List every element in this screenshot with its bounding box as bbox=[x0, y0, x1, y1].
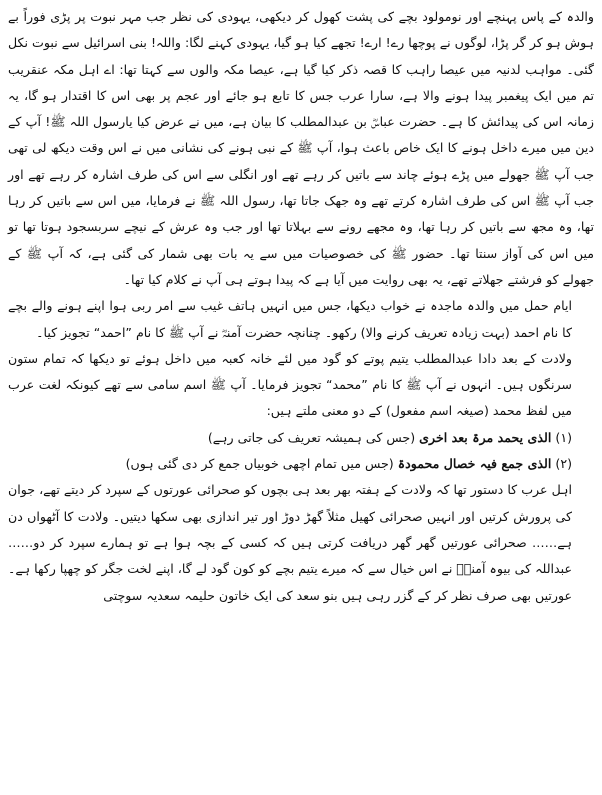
list-marker: (۱) bbox=[555, 429, 572, 445]
urdu-gloss: (جس میں تمام اچھی خوبیاں جمع کر دی گئی ہوں) bbox=[125, 456, 394, 472]
list-item-2 bbox=[8, 451, 594, 477]
paragraph-2: ایام حمل میں والدہ ماجدہ نے خواب دیکھا، جس میں انہیں ہاتف غیب سے امر ربی ہوا اپنے ہونے والے بچے کا نام احمد (بہت زیادہ تعریف کرنے والا) رکھو۔ چنانچہ حضرت آمنہؓ نے آپ ﷺ کا نام ”احمد“ تجویز کیا۔ bbox=[8, 298, 572, 340]
arabic-phrase: الذی جمع فیہ خصال محمودۃ bbox=[397, 456, 552, 472]
arabic-phrase: الذی یحمد مرۃ بعد اخری bbox=[419, 429, 552, 445]
list-marker: (۲) bbox=[555, 456, 572, 472]
paragraph-1: والدہ کے پاس پہنچے اور نومولود بچے کی پشت کھول کر دیکھی، یہودی کی نظر جب مہر نبوت پر پڑی فوراً بے ہوش ہو کر گر پڑا، لوگوں نے پوچھا رے! ارے! تجھے کیا ہو گیا، یہودی کہنے لگا: واللہ! بنی اسرائیل سے نبوت نکل گئی۔ مواہب لدنیہ میں عیصا راہب کا قصہ ذکر کیا گیا ہے، عیصا مکہ والوں سے کہتا تھا: اے اہل مکہ عنقریب تم میں ایک پیغمبر پیدا ہونے والا ہے، سارا عرب جس کا تابع ہو جائے اور عجم پر بھی اس کا اقتدار ہو گا، یہ زمانہ اس کی پیدائش کا ہے۔ حضرت عباسؓ بن عبدالمطلب کا بیان ہے، میں نے عرض کیا یارسول اللہ ﷺ! آپ کے دین میں میرے داخل ہونے کا ایک خاص باعث ہوا، آپ ﷺ کے نبی ہونے کی نشانی میں نے اس وقت دیکھ لی تھی جب آپ ﷺ جھولے میں پڑے ہوئے چاند سے باتیں کر رہے تھے اور انگلی سے اس کی طرف اشارہ کر رہے تھے اور جب آپ ﷺ اس کی طرف اشارہ کرتے تھے وہ جھک جاتا تھا، رسول اللہ ﷺ نے فرمایا، میں اس سے باتیں کر رہا تھا، وہ مجھ سے باتیں کر رہا تھا، وہ مجھے رونے سے بہلاتا تھا اور جب وہ عرش کے نیچے سربسجود ہوتا تھا تو میں اس کی آواز سنتا تھا۔ حضور ﷺ کی خصوصیات میں سے یہ بات بھی شمار کی گئی ہے، کہ آپ ﷺ کے جھولے کو فرشتے جھلاتے تھے، یہ بھی روایت میں آیا ہے کہ پیدا ہوتے ہی آپ نے کلام کیا تھا۔ bbox=[8, 9, 594, 287]
paragraph-3: ولادت کے بعد دادا عبدالمطلب یتیم پوتے کو گود میں لئے خانہ کعبہ میں داخل ہوئے تو دیکھا کہ تمام ستون سرنگوں ہیں۔ انہوں نے آپ ﷺ کا نام ”محمد“ تجویز فرمایا۔ آپ ﷺ اسم سامی سے تھے کیونکہ لغت عرب میں لفظ محمد (صیغہ اسم مفعول) کے دو معنی ملتے ہیں: bbox=[8, 350, 572, 419]
paragraph-closing: اہل عرب کا دستور تھا کہ ولادت کے ہفتہ بھر بعد ہی بچوں کو صحرائی عورتوں کے سپرد کر دیتے تھے، جوان کی پرورش کرتیں اور انہیں صحرائی کھیل مثلاً گھڑ دوڑ اور تیر اندازی بھی سکھا دیتیں۔ ولادت کا آٹھواں دن ہے…… صحرائی عورتیں گھر گھر دریافت کرتی ہیں کہ کسی کے بچہ ہوا ہے تو ہمارے سپرد کر دو…… عبداللہ کی بیوہ آمنہؓ نے اس خیال سے کہ میرے یتیم بچے کو کون گود لے گا، اپنے لخت جگر کو چھپا رکھا ہے۔ عورتیں بھی صرف نظر کر کے گزر رہی ہیں بنو سعد کی ایک خاتون حلیمہ سعدیہ سوچتی bbox=[7, 482, 572, 603]
list-item-1 bbox=[8, 425, 594, 451]
urdu-gloss: (جس کی ہمیشہ تعریف کی جاتی رہے) bbox=[207, 429, 416, 445]
